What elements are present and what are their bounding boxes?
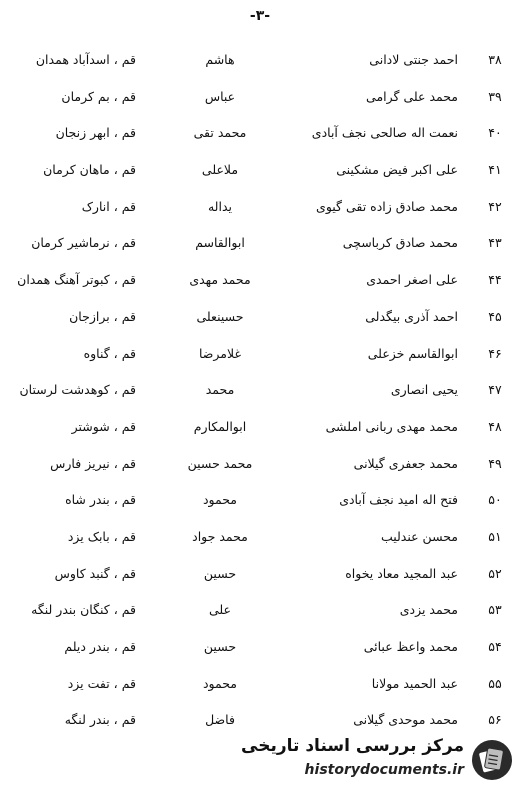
father-name: حسین	[203, 639, 237, 654]
person-name: عبد المجید معاد یخواه	[345, 565, 458, 581]
row-number: ۴۹	[488, 455, 502, 471]
location: قم ، کوهدشت لرستان	[19, 382, 136, 398]
row-number: ۴۷	[488, 382, 502, 398]
father-name: یداله	[207, 198, 233, 214]
father-name: محمود	[202, 492, 237, 508]
list-item	[0, 484, 520, 521]
list-item	[0, 301, 520, 338]
father-name: محمد مهدی	[189, 272, 251, 288]
location: قم ، کبوتر آهنگ همدان	[17, 272, 136, 288]
person-name: محمد موحدی گیلانی	[353, 712, 458, 728]
location: قم ، بندر لنگه	[64, 712, 136, 728]
row-number: ۵۶	[488, 712, 502, 728]
row-number: ۳۸	[488, 52, 502, 67]
father-name: حسینعلی	[196, 308, 244, 324]
father-name: محمود	[202, 675, 237, 691]
person-name: علی اصغر احمدی	[366, 272, 458, 288]
person-name: علی اکبر فیض مشکینی	[336, 162, 458, 178]
row-number: ۵۴	[488, 639, 502, 654]
location: قم ، گنبد کاوس	[54, 565, 136, 581]
location: قم ، نرماشیر کرمان	[31, 235, 136, 251]
father-name: حسین	[203, 565, 237, 581]
person-name: یحیی انصاری	[390, 382, 458, 398]
father-name: غلامرضا	[198, 345, 241, 361]
person-name: محمد صادق کرباسچی	[342, 235, 458, 251]
father-name: عباس	[204, 88, 236, 104]
location: قم ، ماهان کرمان	[43, 162, 136, 178]
page-number: -۳-	[249, 8, 271, 24]
location: قم ، بابک یزد	[67, 528, 136, 544]
father-name: علی	[208, 602, 231, 618]
person-name: ابوالقاسم خزعلی	[367, 345, 458, 361]
person-name: محمد جعفری گیلانی	[353, 455, 458, 471]
row-number: ۴۶	[488, 345, 502, 361]
location: قم ، نیریز فارس	[50, 455, 136, 471]
person-name: محمد علی گرامی	[366, 88, 458, 104]
location: قم ، بندر شاه	[65, 492, 136, 508]
father-name: محمد تقی	[193, 125, 247, 141]
location: قم ، ابهر زنجان	[55, 125, 136, 141]
list-item	[0, 191, 520, 228]
location: قم ، اسدآباد همدان	[35, 52, 136, 67]
list-item	[0, 338, 520, 375]
row-number: ۴۵	[488, 308, 502, 324]
location: قم ، شوشتر	[71, 418, 136, 434]
person-name: فتح اله امید نجف آبادی	[339, 492, 458, 508]
list-item	[0, 44, 520, 81]
location: قم ، بندر دیلم	[64, 639, 136, 654]
row-number: ۵۰	[488, 492, 502, 508]
person-name: عبد الحمید مولانا	[371, 675, 458, 691]
list-item	[0, 594, 520, 631]
father-name: محمد حسین	[187, 455, 253, 471]
location: قم ، انارک	[81, 198, 136, 214]
list-item	[0, 154, 520, 191]
person-name: محسن عندلیب	[380, 528, 458, 544]
row-number: ۳۹	[488, 88, 502, 104]
list-item	[0, 411, 520, 448]
list-item	[0, 117, 520, 154]
father-name: فاضل	[205, 712, 235, 728]
list-item	[0, 81, 520, 118]
father-name: ابوالقاسم	[195, 235, 245, 251]
archive-center-title: مرکز بررسی اسناد تاریخی	[241, 736, 464, 756]
person-name: نعمت اله صالحی نجف آبادی	[311, 125, 458, 141]
father-name: محمد	[205, 382, 235, 398]
list-item	[0, 631, 520, 668]
location: قم ، گناوه	[83, 345, 136, 361]
row-number: ۴۳	[488, 235, 502, 251]
watermark-footer	[232, 734, 514, 788]
list-item	[0, 558, 520, 595]
person-name: احمد آذری بیگدلی	[365, 308, 458, 324]
location: قم ، کنگان بندر لنگه	[31, 602, 136, 618]
person-name: احمد جنتی لادانی	[369, 52, 458, 67]
list-item	[0, 521, 520, 558]
location: قم ، برازجان	[69, 308, 136, 324]
row-number: ۴۴	[488, 272, 502, 288]
row-number: ۴۸	[488, 418, 502, 434]
location: قم ، بم کرمان	[61, 88, 136, 104]
location: قم ، تفت یزد	[67, 675, 136, 691]
row-number: ۵۵	[488, 675, 502, 691]
list-item	[0, 227, 520, 264]
father-name: ابوالمکارم	[193, 418, 247, 434]
person-name: محمد مهدی ربانی املشی	[325, 418, 458, 434]
archive-website-url: historydocuments.ir	[304, 762, 464, 778]
archive-logo-icon	[470, 738, 514, 782]
person-name: محمد واعظ عبائی	[363, 639, 458, 654]
row-number: ۴۱	[488, 162, 502, 178]
row-number: ۴۲	[488, 198, 502, 214]
list-item	[0, 448, 520, 485]
name-list	[0, 44, 520, 741]
father-name: ملاعلی	[201, 162, 239, 178]
row-number: ۵۱	[488, 528, 502, 544]
row-number: ۴۰	[488, 125, 502, 141]
list-item	[0, 264, 520, 301]
row-number: ۵۳	[488, 602, 502, 618]
list-item	[0, 374, 520, 411]
person-name: محمد یزدی	[399, 602, 458, 618]
father-name: هاشم	[205, 52, 235, 67]
row-number: ۵۲	[488, 565, 502, 581]
father-name: محمد جواد	[192, 528, 248, 544]
list-item	[0, 668, 520, 705]
person-name: محمد صادق زاده تقی گیوی	[316, 198, 458, 214]
